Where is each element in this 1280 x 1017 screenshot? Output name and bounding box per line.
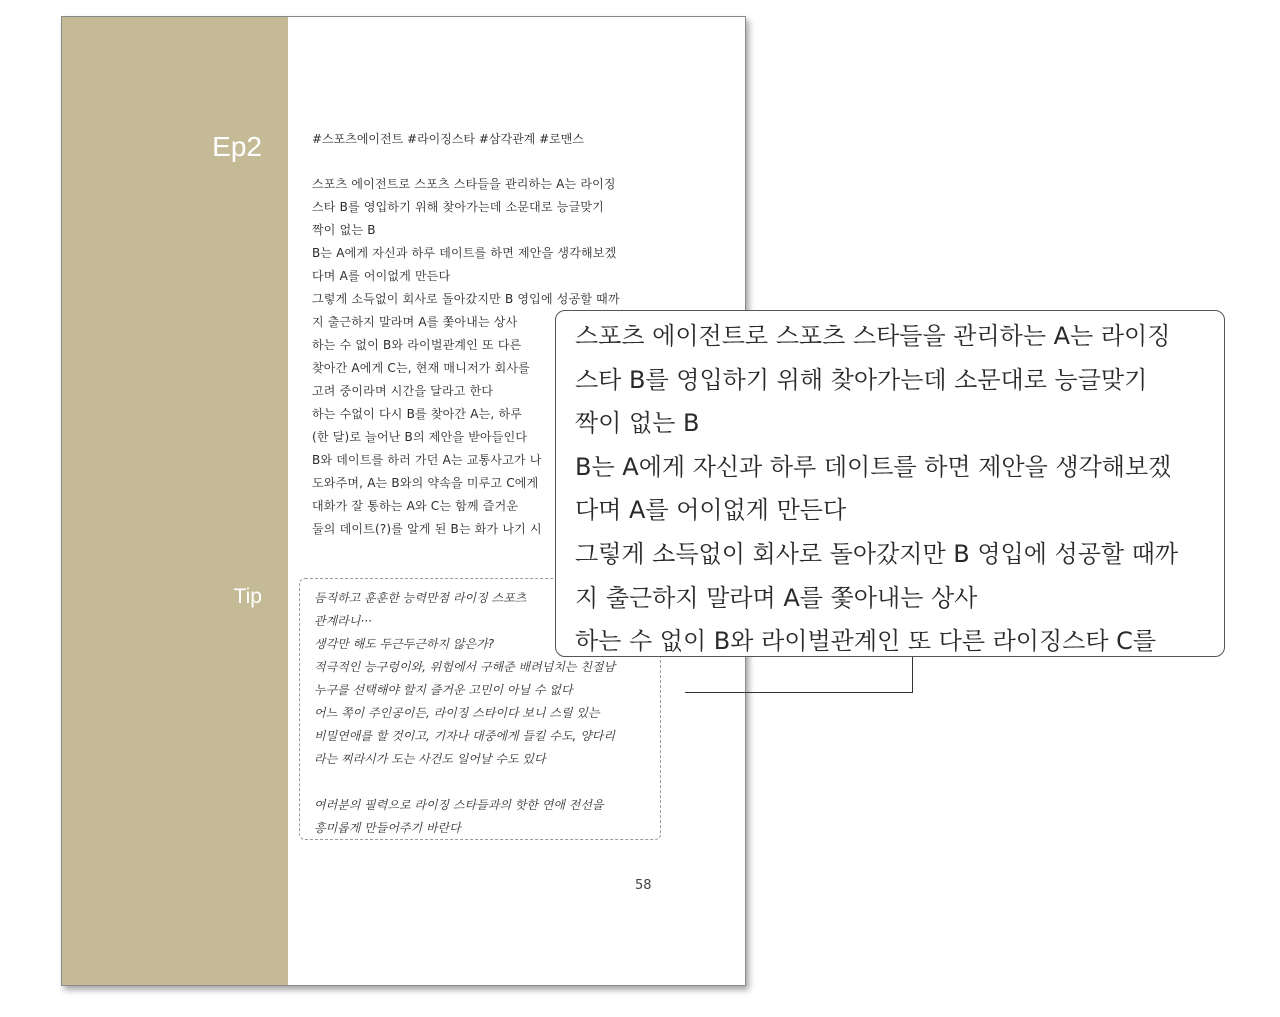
body-line: 찾아간 A에게 C는, 현재 매니저가 회사를 <box>312 361 530 375</box>
callout-connector-horizontal <box>685 692 913 693</box>
tip-line: 어느 쪽이 주인공이든, 라이징 스타이다 보니 스릴 있는 <box>314 706 600 720</box>
tip-line: 적극적인 능구렁이와, 위험에서 구해준 배려넘치는 친절남 <box>314 660 616 674</box>
zoom-line: 하는 수 없이 B와 라이벌관계인 또 다른 라이징스타 C를 <box>575 627 1157 656</box>
body-line: 대화가 잘 통하는 A와 C는 함께 즐거운 <box>312 499 519 513</box>
episode-label: Ep2 <box>212 131 262 162</box>
zoom-callout <box>555 310 1225 657</box>
body-line: 하는 수없이 다시 B를 찾아간 A는, 하루 <box>312 407 523 421</box>
tip-line: 비밀연애를 할 것이고, 기자나 대중에게 들킬 수도, 양다리 <box>314 729 615 743</box>
tip-line: 관계라니··· <box>314 614 372 628</box>
body-line: B는 A에게 자신과 하루 데이트를 하면 제안을 생각해보겠 <box>312 246 617 260</box>
body-line: 둘의 데이트(?)를 알게 된 B는 화가 나기 시 <box>312 522 542 536</box>
zoom-line: 스포츠 에이전트로 스포츠 스타들을 관리하는 A는 라이징 <box>575 322 1171 350</box>
body-line: 도와주며, A는 B와의 약속을 미루고 C에게 <box>312 476 539 490</box>
tip-line: 누구를 선택해야 할지 즐거운 고민이 아닐 수 없다 <box>314 683 573 697</box>
tip-label: Tip <box>233 585 262 608</box>
hashtags: #스포츠에이전트 #라이징스타 #삼각관계 #로맨스 <box>312 132 584 146</box>
body-line: 스타 B를 영입하기 위해 찾아가는데 소문대로 능글맞기 <box>312 200 604 214</box>
zoom-line: 그렇게 소득없이 회사로 돌아갔지만 B 영입에 성공할 때까 <box>575 539 1179 568</box>
tip-line: 생각만 해도 두근두근하지 않은가? <box>314 637 495 651</box>
tip-line: 여러분의 필력으로 라이징 스타들과의 핫한 연애 전선을 <box>314 798 604 812</box>
zoom-line: B는 A에게 자신과 하루 데이트를 하면 제안을 생각해보겠 <box>575 452 1172 481</box>
page-sidebar <box>62 17 288 985</box>
zoom-line: 지 출근하지 말라며 A를 쫓아내는 상사 <box>575 583 978 612</box>
body-line: 하는 수 없이 B와 라이벌관계인 또 다른 <box>312 338 522 352</box>
tip-line: 흥미롭게 만들어주기 바란다 <box>314 821 461 835</box>
zoom-text <box>575 315 1205 657</box>
body-line: 스포츠 에이전트로 스포츠 스타들을 관리하는 A는 라이징 <box>312 177 616 191</box>
body-line: 다며 A를 어이없게 만든다 <box>312 269 451 283</box>
body-line: 짝이 없는 B <box>312 223 376 237</box>
callout-connector-vertical <box>912 655 913 693</box>
body-line: 그렇게 소득없이 회사로 돌아갔지만 B 영입에 성공할 때까 <box>312 292 620 306</box>
body-line: (한 달)로 늘어난 B의 제안을 받아들인다 <box>312 430 528 444</box>
body-line: B와 데이트를 하러 가던 A는 교통사고가 나 <box>312 453 542 467</box>
zoom-line: 스타 B를 영입하기 위해 찾아가는데 소문대로 능글맞기 <box>575 365 1148 394</box>
body-line: 지 출근하지 말라며 A를 쫓아내는 상사 <box>312 315 518 329</box>
zoom-line: 짝이 없는 B <box>575 409 700 438</box>
page-number: 58 <box>635 878 652 893</box>
zoom-line: 다며 A를 어이없게 만든다 <box>575 496 847 525</box>
tip-line: 듬직하고 훈훈한 능력만점 라이징 스포츠 <box>314 591 527 605</box>
tip-line <box>314 771 646 794</box>
tip-line: 라는 찌라시가 도는 사건도 일어날 수도 있다 <box>314 752 546 766</box>
body-line: 고려 중이라며 시간을 달라고 한다 <box>312 384 494 398</box>
